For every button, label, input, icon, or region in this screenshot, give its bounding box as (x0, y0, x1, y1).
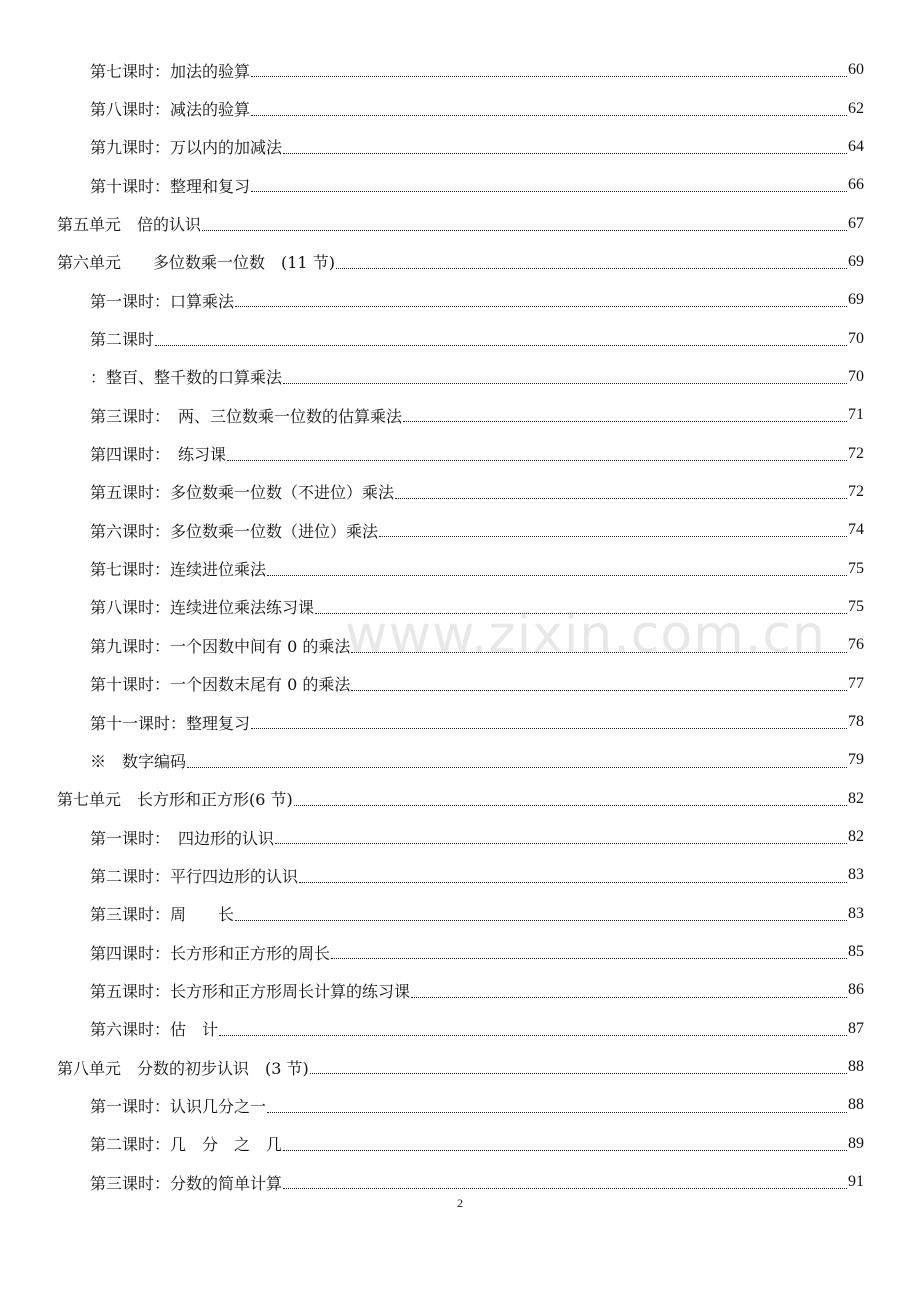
toc-dot-leader (267, 574, 847, 576)
toc-entry-page: 67 (848, 214, 864, 232)
toc-entry-page: 76 (848, 636, 864, 654)
toc-entry-page: 82 (848, 789, 864, 807)
toc-dot-leader (351, 651, 847, 653)
toc-entry-page: 70 (848, 367, 864, 385)
toc-dot-leader (299, 881, 847, 883)
toc-entry (0, 856, 920, 894)
toc-entry-page: 79 (848, 751, 864, 769)
toc-dot-leader (331, 957, 847, 959)
toc-entry-title: ※ 数字编码 (90, 751, 187, 771)
toc-entry (0, 895, 920, 933)
toc-entry-title: 第七单元 长方形和正方形(6 节) (57, 790, 293, 810)
toc-entry-title: 第七课时：连续进位乘法 (90, 560, 267, 580)
toc-entry-page: 82 (848, 828, 864, 846)
toc-entry (0, 243, 920, 281)
toc-entry (0, 319, 920, 357)
toc-entry (0, 933, 920, 971)
toc-dot-leader (235, 305, 847, 307)
toc-dot-leader (283, 382, 847, 384)
toc-dot-leader (283, 1149, 847, 1151)
toc-entry-title: 第七课时：加法的验算 (90, 61, 251, 81)
toc-entry-page: 75 (848, 597, 864, 615)
toc-entry (0, 473, 920, 511)
toc-entry-page: 64 (848, 137, 864, 155)
toc-entry (0, 665, 920, 703)
toc-entry (0, 549, 920, 587)
toc-dot-leader (275, 842, 847, 844)
toc-entry-page: 91 (848, 1173, 864, 1191)
toc-entry (0, 1048, 920, 1086)
toc-entry (0, 818, 920, 856)
toc-dot-leader (251, 75, 847, 77)
toc-dot-leader (227, 459, 847, 461)
toc-dot-leader (294, 804, 847, 806)
toc-entry-title: 第一课时： 四边形的认识 (90, 828, 275, 848)
toc-dot-leader (202, 229, 847, 231)
toc-entry-page: 70 (848, 329, 864, 347)
toc-entry (0, 971, 920, 1009)
toc-dot-leader (283, 1187, 847, 1189)
toc-entry-title: 第四课时：长方形和正方形的周长 (90, 943, 331, 963)
toc-entry-page: 71 (848, 406, 864, 424)
toc-entry-page: 78 (848, 713, 864, 731)
toc-dot-leader (379, 535, 847, 537)
toc-entry-title: ：整百、整千数的口算乘法 (90, 368, 283, 388)
toc-entry-page: 60 (848, 61, 864, 79)
toc-entry-title: 第十课时：整理和复习 (90, 176, 251, 196)
toc-dot-leader (395, 497, 847, 499)
toc-dot-leader (336, 267, 847, 269)
toc-entry (0, 128, 920, 166)
toc-entry (0, 1010, 920, 1048)
toc-entry-title: 第三课时： 两、三位数乘一位数的估算乘法 (90, 406, 403, 426)
toc-dot-leader (351, 689, 847, 691)
toc-entry-title: 第八单元 分数的初步认识 (3 节) (57, 1058, 309, 1078)
toc-entry-title: 第六课时：多位数乘一位数（进位）乘法 (90, 521, 379, 541)
toc-entry-title: 第九课时：一个因数中间有 0 的乘法 (90, 636, 351, 656)
toc-entry-page: 74 (848, 521, 864, 539)
toc-dot-leader (187, 766, 847, 768)
toc-entry-page: 75 (848, 559, 864, 577)
toc-entry (0, 588, 920, 626)
toc-entry-page: 83 (848, 866, 864, 884)
toc-entry-title: 第六单元 多位数乘一位数 (11 节) (57, 253, 335, 273)
toc-dot-leader (251, 190, 847, 192)
toc-entry-page: 72 (848, 482, 864, 500)
toc-entry-page: 83 (848, 904, 864, 922)
toc-entry-page: 69 (848, 252, 864, 270)
toc-entry (0, 780, 920, 818)
toc-entry-page: 85 (848, 943, 864, 961)
toc-entry (0, 89, 920, 127)
toc-entry-title: 第二课时：几 分 之 几 (90, 1135, 283, 1155)
toc-entry (0, 204, 920, 242)
toc-entry-title: 第一课时：认识几分之一 (90, 1096, 267, 1116)
toc-entry-title: 第三课时：周 长 (90, 905, 235, 925)
toc-entry (0, 51, 920, 89)
toc-entry (0, 1125, 920, 1163)
toc-entry (0, 358, 920, 396)
toc-entry (0, 396, 920, 434)
toc-entry-page: 86 (848, 981, 864, 999)
toc-dot-leader (235, 919, 847, 921)
toc-entry-title: 第五课时：多位数乘一位数（不进位）乘法 (90, 483, 395, 503)
toc-entry-page: 66 (848, 176, 864, 194)
toc-entry (0, 1086, 920, 1124)
toc-entry-title: 第三课时：分数的简单计算 (90, 1173, 283, 1193)
toc-entry-title: 第四课时： 练习课 (90, 445, 227, 465)
toc-entry (0, 281, 920, 319)
toc-entry-page: 62 (848, 99, 864, 117)
toc-entry-title: 第八课时：连续进位乘法练习课 (90, 598, 315, 618)
toc-entry-title: 第二课时：平行四边形的认识 (90, 866, 299, 886)
toc-dot-leader (403, 420, 847, 422)
toc-entry-page: 87 (848, 1019, 864, 1037)
watermark: www.zixin.com.cn (345, 605, 826, 665)
toc-entry-title: 第九课时：万以内的加减法 (90, 138, 283, 158)
toc-dot-leader (251, 114, 847, 116)
toc-entry-title: 第八课时：减法的验算 (90, 100, 251, 120)
toc-entry-title: 第十课时：一个因数末尾有 0 的乘法 (90, 675, 351, 695)
toc-entry-page: 69 (848, 291, 864, 309)
toc-dot-leader (411, 996, 847, 998)
toc-dot-leader (315, 612, 847, 614)
toc-entry-page: 89 (848, 1134, 864, 1152)
toc-dot-leader (310, 1072, 847, 1074)
toc-entry-title: 第五单元 倍的认识 (57, 215, 202, 235)
toc-entry (0, 434, 920, 472)
toc-entry-page: 77 (848, 674, 864, 692)
toc-entry-page: 88 (848, 1058, 864, 1076)
toc-dot-leader (283, 152, 847, 154)
toc-dot-leader (267, 1111, 847, 1113)
toc-entry (0, 511, 920, 549)
toc-dot-leader (251, 727, 847, 729)
toc-dot-leader (155, 344, 847, 346)
toc-entry (0, 741, 920, 779)
toc-entry (0, 703, 920, 741)
toc-entry-title: 第十一课时：整理复习 (90, 713, 251, 733)
toc-entry (0, 166, 920, 204)
toc-entry-title: 第六课时：估 计 (90, 1020, 219, 1040)
page-number: 2 (457, 1196, 463, 1210)
toc-dot-leader (219, 1034, 847, 1036)
table-of-contents (0, 51, 920, 1201)
toc-entry-page: 88 (848, 1096, 864, 1114)
toc-entry-title: 第二课时 (90, 330, 155, 350)
toc-entry-title: 第五课时：长方形和正方形周长计算的练习课 (90, 981, 411, 1001)
toc-entry (0, 626, 920, 664)
toc-entry-page: 72 (848, 444, 864, 462)
toc-entry-title: 第一课时：口算乘法 (90, 291, 235, 311)
